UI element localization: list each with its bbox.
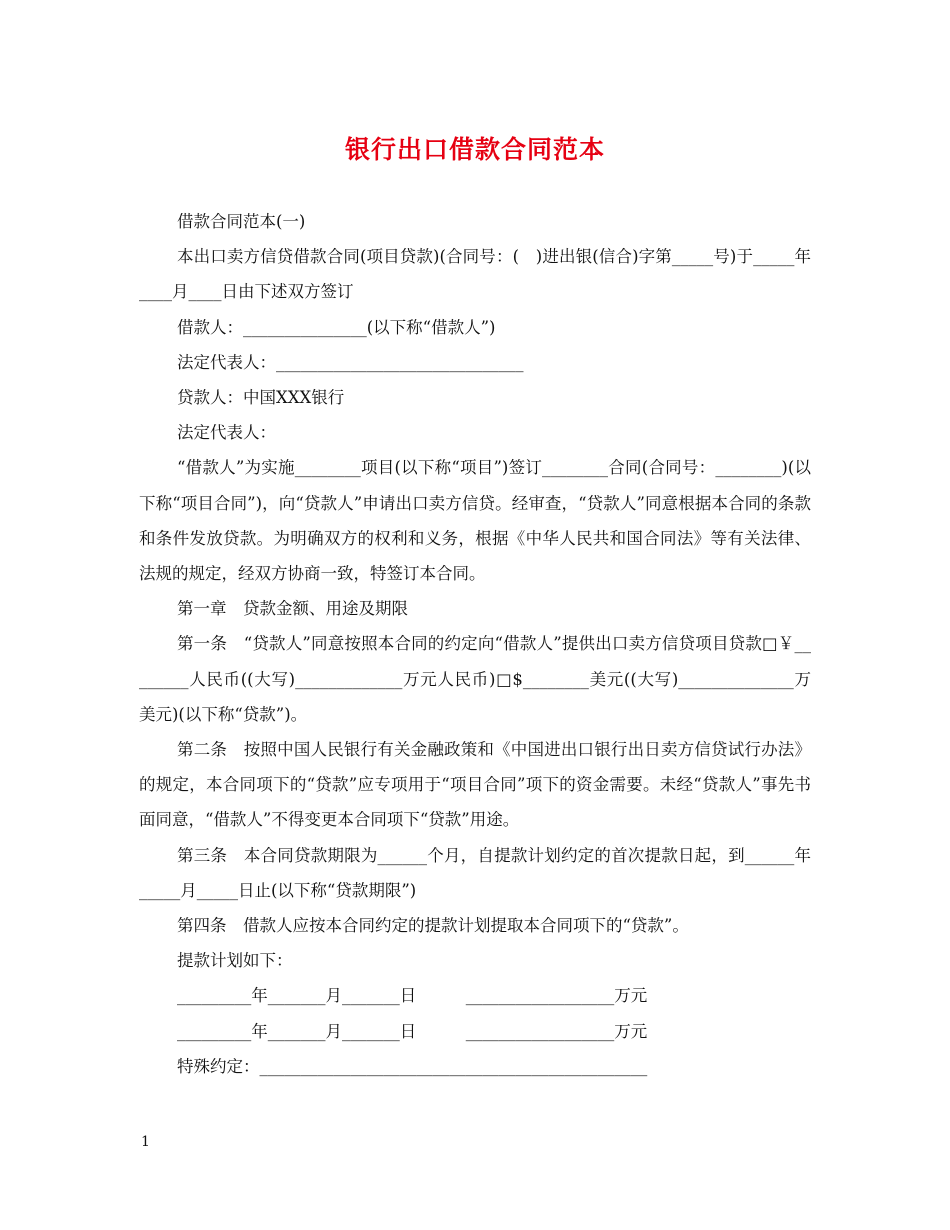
special-terms: 特殊约定：_______________________________________________ <box>177 1056 648 1076</box>
paragraph-heading: 借款合同范本(一) <box>177 212 306 231</box>
paragraph-borrower-representative: 法定代表人：______________________________ <box>177 352 524 372</box>
article-4: 第四条 借款人应按本合同约定的提款计划提取本合同项下的“贷款”。 <box>177 916 689 936</box>
chapter-heading: 第一章 贷款金额、用途及期限 <box>177 599 408 619</box>
drawdown-row-2: _________年_______月_______日 __________________万元 <box>177 1021 648 1041</box>
article-3: 第三条 本合同贷款期限为______个月，自提款计划约定的首次提款日起，到______年_____月_____日止(以下称“贷款期限”) <box>139 845 811 900</box>
drawdown-row-1: _________年_______月_______日 __________________万元 <box>177 986 648 1006</box>
paragraph-lender: 贷款人：中国XXX银行 <box>177 388 345 408</box>
article-2: 第二条 按照中国人民银行有关金融政策和《中国进出口银行出日卖方信贷试行办法》的规定，本合同项下的“贷款”应专项用于“项目合同”项下的资金需要。未经“贷款人”事先书面同意，“借款人”不得变更本合同项下“贷款”用途。 <box>139 740 811 830</box>
document-title: 银行出口借款合同范本 <box>344 135 605 164</box>
paragraph-borrower: 借款人：_______________(以下称“借款人”) <box>177 317 496 337</box>
article-1: 第一条 “贷款人”同意按照本合同的约定向“借款人”提供出口卖方信贷项目贷款□￥________人民币((大写)_____________万元人民币)□$________美元((大写)______________万美元)(以下称“贷款”)。 <box>139 634 811 724</box>
paragraph-contract-intro: 本出口卖方信贷借款合同(项目贷款)(合同号：( )进出银(信合)字第_____号)于_____年____月____日由下述双方签订 <box>139 247 811 302</box>
page-number: 1 <box>141 1134 150 1150</box>
paragraph-preamble: “借款人”为实施________项目(以下称“项目”)签订________合同(合同号：________)(以下称“项目合同”)，向“贷款人”申请出口卖方信贷。经审查，“贷款人”同意根据本合同的条款和条件发放贷款。为明确双方的权利和义务，根据《中华人民共和国合同法》等有关法律、法规的规定，经双方协商一致，特签订本合同。 <box>139 458 811 584</box>
drawdown-plan-label: 提款计划如下： <box>177 951 293 971</box>
paragraph-lender-representative: 法定代表人： <box>177 423 276 443</box>
document-body <box>139 204 811 1084</box>
